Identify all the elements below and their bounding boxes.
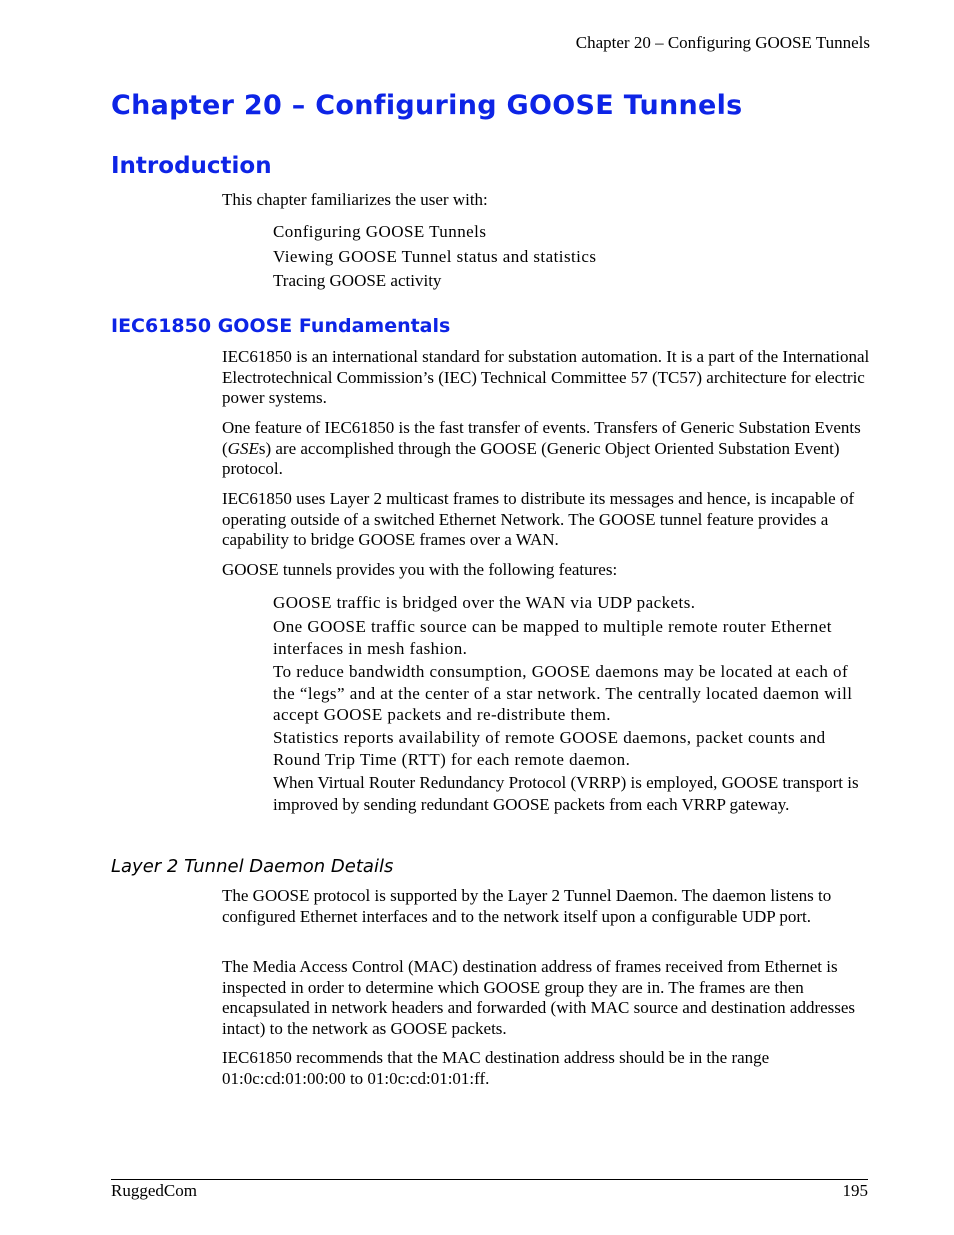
p2-text-before: One feature of IEC61850 is the fast transfer of events. Transfers of Generic Substation Events ( (222, 418, 861, 458)
fundamentals-paragraph-4: GOOSE tunnels provides you with the following features: (222, 560, 618, 579)
fundamentals-heading: IEC61850 GOOSE Fundamentals (111, 315, 451, 337)
chapter-title: Chapter 20 – Configuring GOOSE Tunnels (111, 90, 743, 121)
daemon-paragraph-3: IEC61850 recommends that the MAC destination address should be in the range 01:0c:cd:01:00:00 to 01:0c:cd:01:01:ff. (222, 1048, 770, 1088)
daemon-details-heading: Layer 2 Tunnel Daemon Details (111, 856, 394, 877)
p2-text-after: s) are accomplished through the GOOSE (Generic Object Oriented Substation Event) protocol. (222, 438, 840, 478)
introduction-heading: Introduction (111, 153, 272, 179)
fundamentals-paragraph-1: IEC61850 is an international standard for substation automation. It is a part of the International Electrotechnical Commission’s (IEC) Technical Committee 57 (TC57) architecture for electric power systems. (222, 347, 870, 407)
feature-item-3: To reduce bandwidth consumption, GOOSE daemons may be located at each of the “legs” and at the center of a star network. The centrally located daemon will accept GOOSE packets and re-distribute them. (273, 662, 853, 724)
intro-bullet-3: Tracing GOOSE activity (273, 271, 442, 290)
fundamentals-paragraph-3: IEC61850 uses Layer 2 multicast frames to distribute its messages and hence, is incapable of operating outside of a switched Ethernet Network. The GOOSE tunnel feature provides a capability to bridge GOOSE frames over a WAN. (222, 489, 855, 549)
footer-rule (111, 1179, 868, 1180)
running-header: Chapter 20 – Configuring GOOSE Tunnels (575, 33, 870, 52)
gse-term: GSE (227, 438, 259, 458)
daemon-paragraph-1: The GOOSE protocol is supported by the Layer 2 Tunnel Daemon. The daemon listens to configured Ethernet interfaces and to the network itself upon a configurable UDP port. (222, 886, 832, 926)
feature-item-5: When Virtual Router Redundancy Protocol (VRRP) is employed, GOOSE transport is improved by sending redundant GOOSE packets from each VRRP gateway. (273, 773, 859, 814)
feature-item-4: Statistics reports availability of remote GOOSE daemons, packet counts and Round Trip Time (RTT) for each remote daemon. (273, 728, 826, 769)
introduction-lead: This chapter familiarizes the user with: (222, 190, 488, 209)
fundamentals-paragraph-2 (222, 418, 872, 480)
intro-bullet-1: Configuring GOOSE Tunnels (273, 222, 487, 241)
footer-company: RuggedCom (111, 1181, 197, 1200)
feature-item-1: GOOSE traffic is bridged over the WAN via UDP packets. (273, 593, 696, 612)
feature-item-2: One GOOSE traffic source can be mapped to multiple remote router Ethernet interfaces in mesh fashion. (273, 617, 832, 658)
page-number: 195 (842, 1181, 868, 1200)
intro-bullet-2: Viewing GOOSE Tunnel status and statistics (273, 247, 597, 266)
daemon-paragraph-2: The Media Access Control (MAC) destination address of frames received from Ethernet is inspected in order to determine which GOOSE group they are in. The frames are then encapsulated in network headers and forwarded (with MAC source and destination addresses intact) to the network as GOOSE packets. (222, 957, 856, 1038)
